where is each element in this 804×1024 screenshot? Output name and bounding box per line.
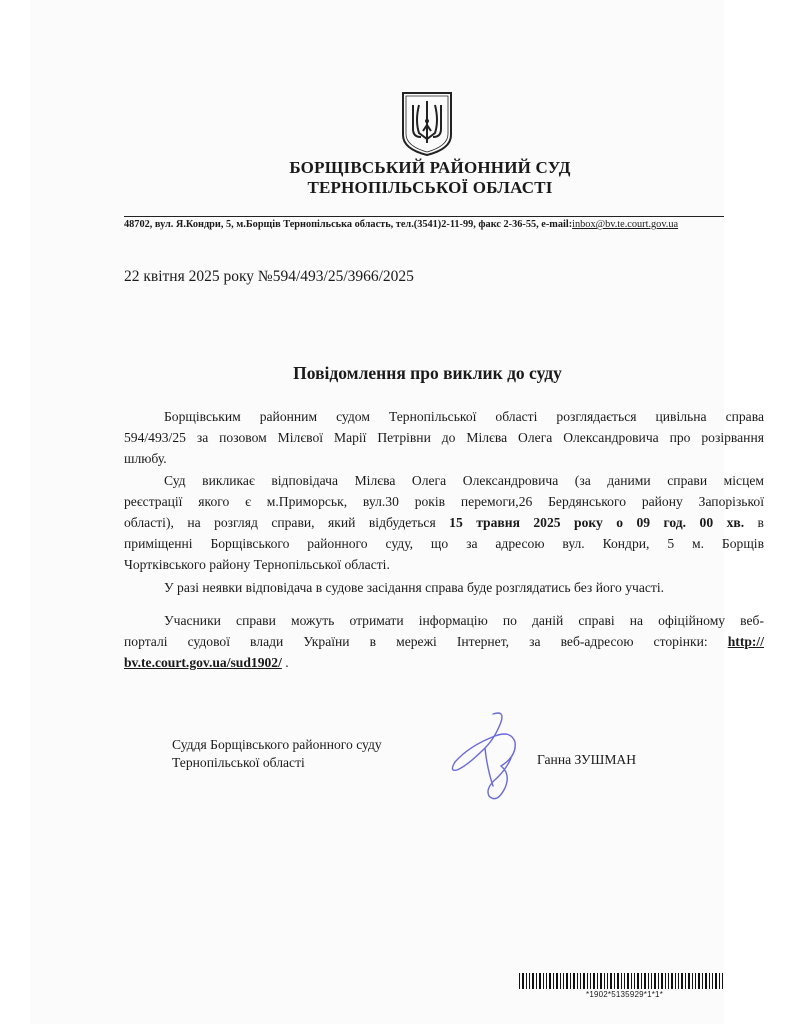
paragraph-case-info	[124, 406, 764, 469]
paragraph4-line1: Учасники справи можуть отримати інформацію по даній справі на офіційному веб-	[164, 613, 764, 628]
court-name-line1: БОРЩІВСЬКИЙ РАЙОННИЙ СУД	[289, 158, 571, 177]
barcode-icon	[519, 973, 729, 989]
paragraph4-line3-end: .	[281, 655, 289, 670]
barcode-number: *1902*5135929*1*1*	[586, 990, 664, 999]
judge-position-line2: Тернопільської області	[172, 755, 305, 770]
paragraph4-line3	[124, 652, 764, 673]
paragraph2-line3-end: в	[744, 515, 764, 530]
court-url-part1[interactable]: http://	[727, 634, 764, 649]
document-date-number: 22 квітня 2025 року №594/493/25/3966/2025	[124, 268, 414, 285]
document-title: Повідомлення про виклик до суду	[293, 363, 562, 383]
judge-position	[172, 736, 382, 772]
hearing-datetime: 15 травня 2025 року о 09 год. 00 хв.	[449, 515, 745, 530]
paragraph4-line2	[124, 631, 764, 652]
paragraph4-line2-text: порталі судової влади України в мережі Інтернет, за веб-адресою сторінки:	[124, 634, 728, 649]
paragraph2-line1: Суд викликає відповідача Мілєва Олега Олександровича (за даними справи місцем	[164, 473, 764, 488]
email-link[interactable]: inbox@bv.te.court.gov.ua	[572, 219, 679, 230]
paragraph-absence-warning: У разі неявки відповідача в судове засідання справа буде розглядатись без його участі.	[164, 580, 665, 595]
scan-margin	[0, 0, 30, 1024]
paragraph-summons	[124, 470, 764, 575]
court-name	[220, 158, 640, 198]
handwritten-signature	[445, 708, 535, 808]
coat-of-arms-icon	[401, 91, 453, 157]
header-divider	[124, 216, 724, 217]
court-address	[124, 219, 764, 230]
judge-position-line1: Суддя Борщівського районного суду	[172, 737, 382, 752]
court-name-line2: ТЕРНОПІЛЬСЬКОЇ ОБЛАСТІ	[307, 178, 553, 197]
paragraph1-line1: Борщівським районним судом Тернопільської області розглядається цивільна справа	[164, 409, 764, 424]
paragraph2-line2: реєстрації якого є м.Приморськ, вул.30 років перемоги,26 Бердянського району Запорізької	[124, 494, 764, 509]
paragraph2-line3-start: області), на розгляд справи, який відбудеться	[124, 515, 450, 530]
paragraph2-line5: Чортківського району Тернопільської області.	[124, 557, 390, 572]
paragraph-online-info	[124, 610, 764, 673]
address-text: 48702, вул. Я.Кондри, 5, м.Борщів Тернопільська область, тел.(3541)2-11-99, факс 2-36-55, e-mail:	[124, 219, 573, 230]
court-url-part2[interactable]: bv.te.court.gov.ua/sud1902/	[124, 655, 282, 670]
paragraph1-line2: 594/493/25 за позовом Мілєвої Марії Петрівни до Мілєва Олега Олександровича про розірвання	[124, 430, 764, 445]
paragraph2-line3	[124, 512, 764, 533]
judge-name: Ганна ЗУШМАН	[537, 752, 637, 767]
paragraph1-line3: шлюбу.	[124, 451, 167, 466]
paragraph2-line4: приміщенні Борщівського районного суду, що за адресою вул. Кондри, 5 м. Борщів	[124, 536, 764, 551]
